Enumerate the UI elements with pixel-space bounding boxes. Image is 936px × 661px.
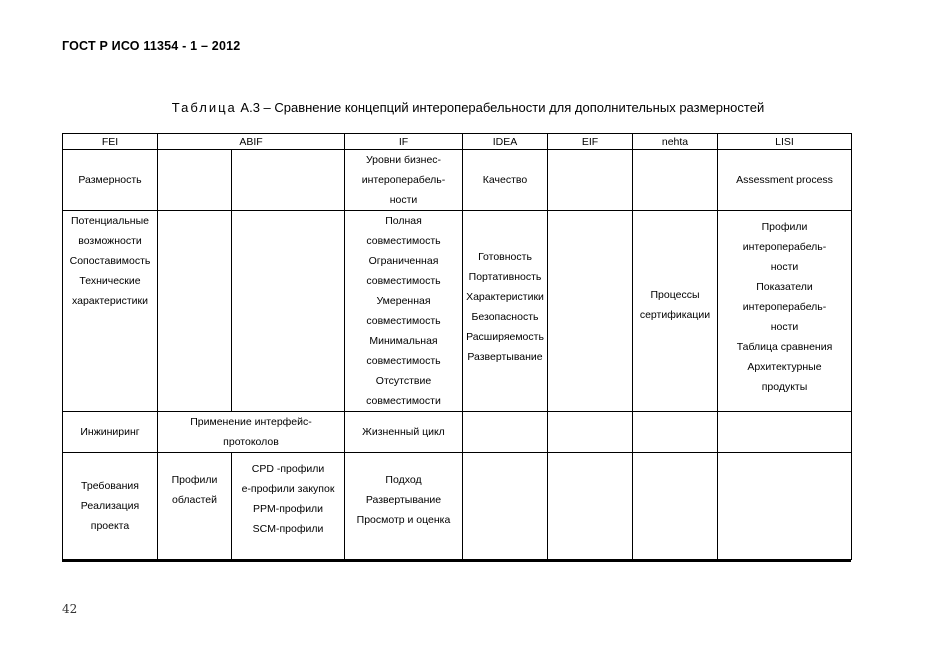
cell-lisi: Assessment process <box>718 150 852 211</box>
col-header-nehta: nehta <box>633 134 718 150</box>
table-row-dimension <box>63 150 852 211</box>
cell-idea: Качество <box>463 150 548 211</box>
col-header-eif: EIF <box>548 134 633 150</box>
table-row-requirements <box>63 453 852 560</box>
cell-lisi <box>718 453 852 560</box>
cell-nehta <box>633 412 718 453</box>
cell-lisi: Профили интероперабель- ности Показатели интероперабель- ности Таблица сравнения Архитектурные продукты <box>718 211 852 412</box>
cell-if: Жизненный цикл <box>345 412 463 453</box>
cell-fei: Потенциальные возможности Сопоставимость Технические характеристики <box>63 211 158 412</box>
cell-eif <box>548 453 633 560</box>
page-number: 42 <box>62 602 78 616</box>
cell-if: Подход Развертывание Просмотр и оценка <box>345 453 463 560</box>
comparison-table <box>62 133 852 560</box>
cell-if: Полная совместимость Ограниченная совместимость Умеренная совместимость Минимальная совместимость Отсутствие совместимости <box>345 211 463 412</box>
cell-abif-a: Профили областей <box>158 453 232 560</box>
cell-eif <box>548 412 633 453</box>
caption-label: Таблица <box>171 100 237 115</box>
cell-idea <box>463 453 548 560</box>
cell-eif <box>548 211 633 412</box>
cell-eif <box>548 150 633 211</box>
cell-abif-a <box>158 211 232 412</box>
cell-abif-b <box>232 211 345 412</box>
cell-nehta: Процессы сертификации <box>633 211 718 412</box>
col-header-fei: FEI <box>63 134 158 150</box>
caption-text: А.3 – Сравнение концепций интероперабельности для дополнительных размерностей <box>240 100 765 115</box>
cell-fei: Инжиниринг <box>63 412 158 453</box>
cell-idea: Готовность Портативность Характеристики Безопасность Расширяемость Развертывание <box>463 211 548 412</box>
cell-nehta <box>633 453 718 560</box>
cell-abif-b <box>232 150 345 211</box>
cell-abif-b: CPD -профили e-профили закупок PPM-профили SCM-профили <box>232 453 345 560</box>
cell-nehta <box>633 150 718 211</box>
table-header-row <box>63 134 852 150</box>
cell-lisi <box>718 412 852 453</box>
table-bottom-rule <box>62 560 851 562</box>
cell-abif: Применение интерфейс- протоколов <box>158 412 345 453</box>
cell-fei: Требования Реализация проекта <box>63 453 158 560</box>
table-row-capabilities <box>63 211 852 412</box>
cell-abif-a <box>158 150 232 211</box>
col-header-abif: ABIF <box>158 134 345 150</box>
cell-idea <box>463 412 548 453</box>
table-row-engineering <box>63 412 852 453</box>
table-caption <box>0 100 936 115</box>
col-header-lisi: LISI <box>718 134 852 150</box>
col-header-idea: IDEA <box>463 134 548 150</box>
cell-fei: Размерность <box>63 150 158 211</box>
cell-if: Уровни бизнес- интероперабель- ности <box>345 150 463 211</box>
document-header: ГОСТ Р ИСО 11354 - 1 – 2012 <box>62 39 241 53</box>
col-header-if: IF <box>345 134 463 150</box>
